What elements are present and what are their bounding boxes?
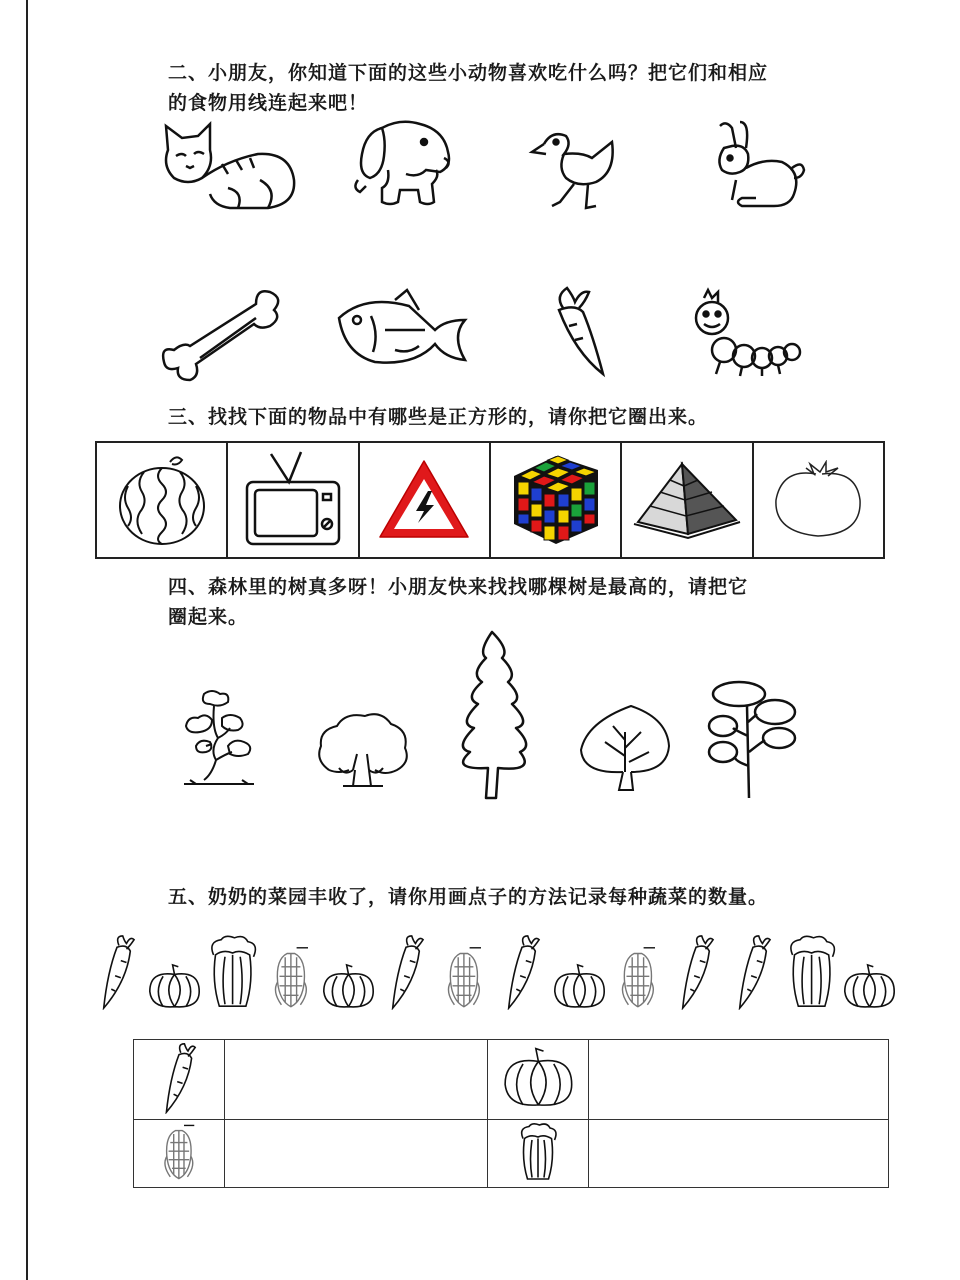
shape-choice-row: [95, 441, 885, 559]
warning-sign-icon: [376, 457, 472, 543]
carrot-icon[interactable]: [387, 934, 425, 1010]
choice-warning-sign[interactable]: [360, 443, 491, 557]
section2-question-line1: 二、小朋友，你知道下面的这些小动物喜欢吃什么吗？把它们和相应: [168, 62, 769, 84]
choice-watermelon[interactable]: [97, 443, 228, 557]
cat-icon[interactable]: [158, 120, 298, 212]
tally-icon-pumpkin: [488, 1040, 589, 1120]
corn-icon: [160, 1122, 198, 1186]
corn-icon[interactable]: [443, 944, 485, 1011]
tally-icon-carrot: [134, 1040, 225, 1120]
watermelon-icon: [114, 452, 210, 548]
page-margin-rule: [26, 0, 28, 1280]
pine-tree-icon[interactable]: [448, 630, 538, 800]
cabbage-icon[interactable]: [206, 934, 259, 1010]
television-icon: [241, 450, 345, 550]
vegetable-row: [88, 928, 898, 1013]
oval-leaf-tree-icon[interactable]: [705, 680, 800, 800]
pumpkin-icon: [500, 1046, 577, 1114]
worm-icon[interactable]: [690, 288, 810, 383]
rubiks-cube-icon: [510, 452, 602, 548]
tally-table: [133, 1039, 889, 1188]
tally-space-pumpkin[interactable]: [589, 1040, 889, 1120]
corn-icon[interactable]: [270, 944, 312, 1011]
carrot-icon[interactable]: [503, 934, 541, 1010]
pumpkin-icon[interactable]: [146, 963, 203, 1011]
carrot-icon[interactable]: [545, 286, 610, 376]
tally-icon-cabbage: [488, 1120, 589, 1188]
corn-icon[interactable]: [617, 944, 659, 1011]
pumpkin-icon[interactable]: [841, 963, 898, 1011]
carrot-icon[interactable]: [734, 934, 772, 1010]
carrot-icon[interactable]: [677, 934, 715, 1010]
carrot-icon: [161, 1042, 197, 1118]
leaf-tree-icon[interactable]: [575, 702, 675, 792]
duck-icon[interactable]: [530, 122, 625, 212]
rabbit-icon[interactable]: [706, 118, 806, 210]
tally-space-cabbage[interactable]: [589, 1120, 889, 1188]
carrot-icon[interactable]: [98, 934, 136, 1010]
tomato-icon: [770, 460, 866, 540]
cabbage-icon[interactable]: [785, 934, 838, 1010]
pumpkin-icon[interactable]: [320, 963, 377, 1011]
choice-television[interactable]: [228, 443, 359, 557]
choice-rubiks-cube[interactable]: [491, 443, 622, 557]
section3-question: 三、找找下面的物品中有哪些是正方形的，请你把它圈出来。: [168, 406, 709, 428]
bonsai-tree-icon[interactable]: [182, 688, 257, 788]
tally-space-corn[interactable]: [225, 1120, 488, 1188]
section4-question-line1: 四、森林里的树真多呀！小朋友快来找找哪棵树是最高的，请把它: [168, 576, 749, 598]
tally-space-carrot[interactable]: [225, 1040, 488, 1120]
choice-pyramid[interactable]: [622, 443, 753, 557]
cabbage-icon: [517, 1122, 559, 1186]
section2-question-line2: 的食物用线连起来吧！: [168, 92, 369, 114]
fish-icon[interactable]: [335, 290, 470, 380]
bone-icon[interactable]: [160, 288, 285, 383]
dog-icon[interactable]: [348, 118, 458, 210]
pumpkin-icon[interactable]: [551, 963, 608, 1011]
section4-question-line2: 圈起来。: [168, 606, 249, 628]
section5-question: 五、奶奶的菜园丰收了，请你用画点子的方法记录每种蔬菜的数量。: [168, 886, 769, 908]
pyramid-icon: [632, 460, 742, 540]
choice-tomato[interactable]: [754, 443, 883, 557]
round-tree-icon[interactable]: [315, 710, 410, 790]
tally-icon-corn: [134, 1120, 225, 1188]
